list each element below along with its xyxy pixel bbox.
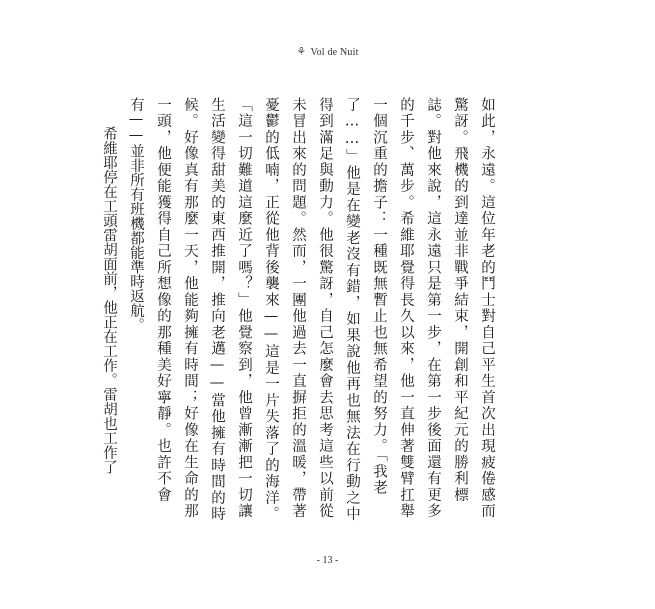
page-number: - 13 - xyxy=(316,555,339,566)
text-line: 了……」他是在變老沒有錯，如果說他再也無法在行動之中 xyxy=(344,97,360,523)
text-line: 一頭，他便能獲得自己所想像的那種美好寧靜。也許不會 xyxy=(155,97,171,504)
text-line: 得到滿足與動力。他很驚訝，自己怎麼會去思考這些以前從 xyxy=(317,97,333,520)
text-line: 有——並非所有班機都能準時返航。 xyxy=(128,97,144,332)
text-line: 未冒出來的問題。然而，一團他過去一直摒拒的溫暖，帶著 xyxy=(290,97,306,520)
text-line: 誌。對他來說，這永遠只是第一步，在第一步後面還有更多 xyxy=(425,97,441,520)
vertical-text-block xyxy=(95,97,500,523)
text-line: 如此，永遠。這位年老的鬥士對自己平生首次出現疲倦感而 xyxy=(479,97,495,520)
text-line: 憂鬱的低喃，正從他背後襲來——這是一片失落了的海洋。 xyxy=(263,97,279,523)
text-line: 的千步、萬步。希維耶覺得長久以來，他一直伸著雙臂扛舉 xyxy=(398,97,414,520)
text-line: 生活變得甜美的東西推開，推向老邁——當他擁有時間的時 xyxy=(209,97,225,523)
text-line: 候。好像真有那麼一天，他能夠擁有時間；好像在生命的那 xyxy=(182,97,198,520)
text-line: 「這一切難道這麼近了嗎？」他覺察到，他曾漸漸把一切讓 xyxy=(236,97,252,520)
flower-ornament-icon: ⚘ xyxy=(296,46,307,58)
text-line: 一個沉重的擔子：一種既無暫止也無希望的努力。「我老 xyxy=(371,97,387,496)
text-line: 驚訝。飛機的到達並非戰爭結束，開創和平紀元的勝利標 xyxy=(452,97,468,504)
paragraph-start-line: 希維耶停在工頭雷胡面前，他正在工作。雷胡也工作了 xyxy=(101,126,117,474)
running-header-title: Vol de Nuit xyxy=(310,47,359,58)
running-header xyxy=(0,45,655,58)
